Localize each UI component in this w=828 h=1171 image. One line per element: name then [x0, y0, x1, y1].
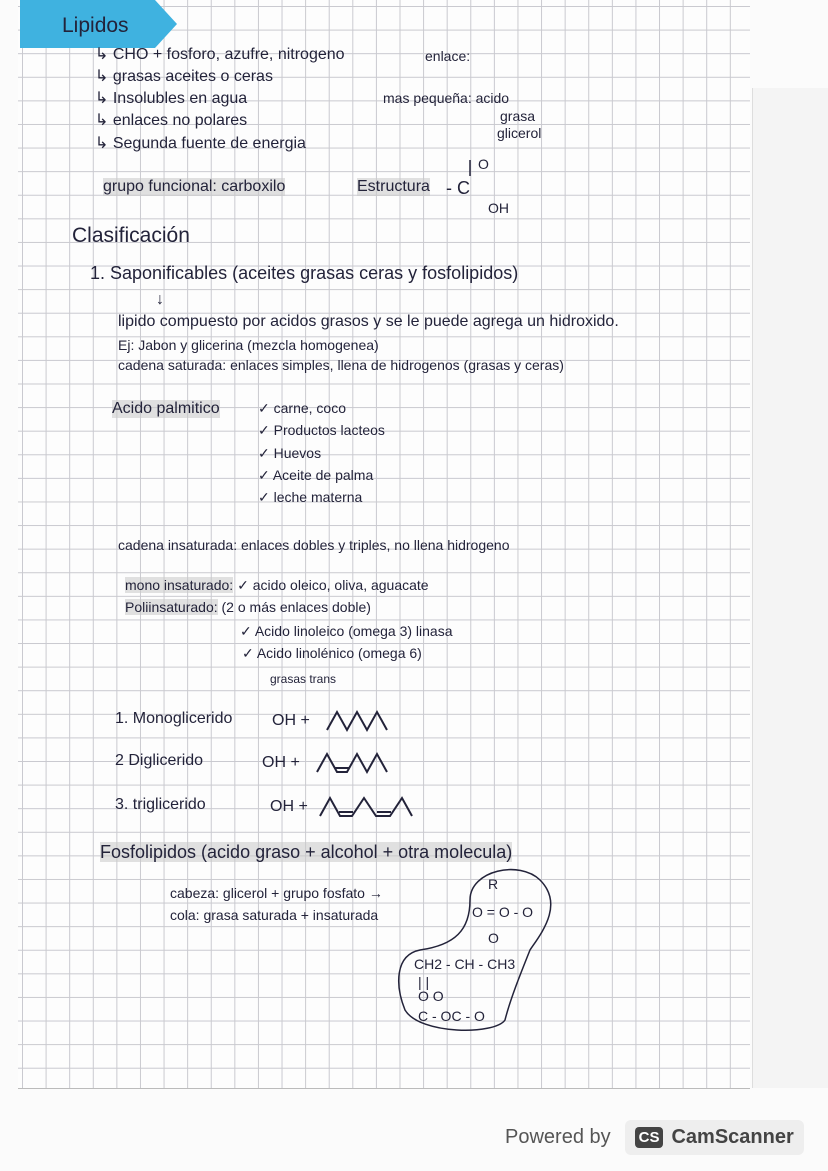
phospholipid-outline: [399, 870, 551, 1031]
insaturada-line: cadena insaturada: enlaces dobles y triples, no llena hidrogeno: [118, 537, 510, 553]
palmitico-item: ✓ Aceite de palma: [258, 467, 374, 483]
glicerido-tri: 3. triglicerido: [115, 796, 206, 813]
cabeza-line: cabeza: glicerol + grupo fosfato →: [170, 885, 383, 901]
carboxyl-oh: OH: [488, 200, 509, 216]
bullet-item: ↳ grasas aceites o ceras: [95, 68, 273, 85]
camscanner-logo-icon: CS: [635, 1127, 664, 1148]
structure-bonds: | |: [418, 974, 430, 990]
glicerido-di: 2 Diglicerido: [115, 752, 204, 769]
oh-label: OH +: [262, 754, 300, 771]
section-clasificacion: Clasificación: [72, 224, 190, 247]
zigzag-mono: [327, 712, 387, 730]
grasas-trans: grasas trans: [270, 672, 337, 686]
camscanner-badge: CS CamScanner: [625, 1120, 804, 1155]
structure-oo: O O: [418, 988, 444, 1004]
bullet-item: ↳ Insolubles en agua: [95, 90, 248, 107]
palmitico-item: ✓ carne, coco: [258, 400, 346, 416]
bullet-item: ↳ Segunda fuente de energia: [95, 135, 306, 152]
bullet-item: ↳ enlaces no polares: [95, 112, 248, 129]
structure-row3: CH2 - CH - CH3: [414, 956, 516, 972]
note-grasa: grasa: [500, 108, 536, 124]
bullet-item: ↳ CHO + fosforo, azufre, nitrogeno: [95, 46, 345, 63]
saponificables-heading: 1. Saponificables (aceites grasas ceras y fosfolipidos): [90, 263, 519, 283]
palmitico-item: ✓ Huevos: [258, 445, 322, 461]
poli-line: Poliinsaturado: (2 o más enlaces doble): [125, 599, 371, 615]
poli-item: ✓ Acido linolénico (omega 6): [242, 645, 422, 661]
carboxyl-c: - C: [446, 178, 470, 198]
structure-o: O: [488, 930, 499, 946]
palmitico-item: ✓ leche materna: [258, 489, 363, 505]
saturada-line: cadena saturada: enlaces simples, llena de hidrogenos (grasas y ceras): [118, 357, 564, 373]
structure-r: R: [488, 876, 499, 892]
page-title: Lipidos: [62, 14, 129, 37]
cola-line: cola: grasa saturada + insaturada: [170, 907, 379, 923]
note-mas-pequena: mas pequeña: acido: [383, 90, 510, 106]
fosfolipidos-heading: Fosfolipidos (acido graso + alcohol + otra molecula): [100, 842, 513, 862]
glicerido-mono: 1. Monoglicerido: [115, 710, 233, 727]
arrow-down-icon: ↓: [156, 291, 164, 308]
camscanner-watermark: [505, 1120, 804, 1155]
mono-line: mono insaturado: ✓ acido oleico, oliva, aguacate: [125, 577, 429, 593]
carboxyl-o: O: [478, 156, 489, 172]
zigzag-di: [317, 754, 387, 772]
enlace-note: enlace:: [425, 48, 471, 64]
note-glicerol: glicerol: [497, 125, 542, 141]
example-line: Ej: Jabon y glicerina (mezcla homogenea): [118, 337, 379, 353]
grupo-funcional: grupo funcional: carboxilo: [103, 178, 286, 195]
poli-item: ✓ Acido linoleico (omega 3) linasa: [240, 623, 453, 639]
palmitico-label: Acido palmitico: [112, 400, 220, 417]
definition-line: lipido compuesto por acidos grasos y se le puede agrega un hidroxido.: [118, 313, 619, 330]
oh-label: OH +: [270, 798, 308, 815]
powered-by: Powered by: [505, 1126, 611, 1148]
zigzag-tri: [320, 798, 412, 816]
structure-row5: C - OC - O: [418, 1008, 485, 1024]
structure-row1: O = O - O: [472, 904, 534, 920]
oh-label: OH +: [272, 712, 310, 729]
palmitico-item: ✓ Productos lacteos: [258, 422, 385, 438]
estructura-label: Estructura: [357, 178, 430, 195]
